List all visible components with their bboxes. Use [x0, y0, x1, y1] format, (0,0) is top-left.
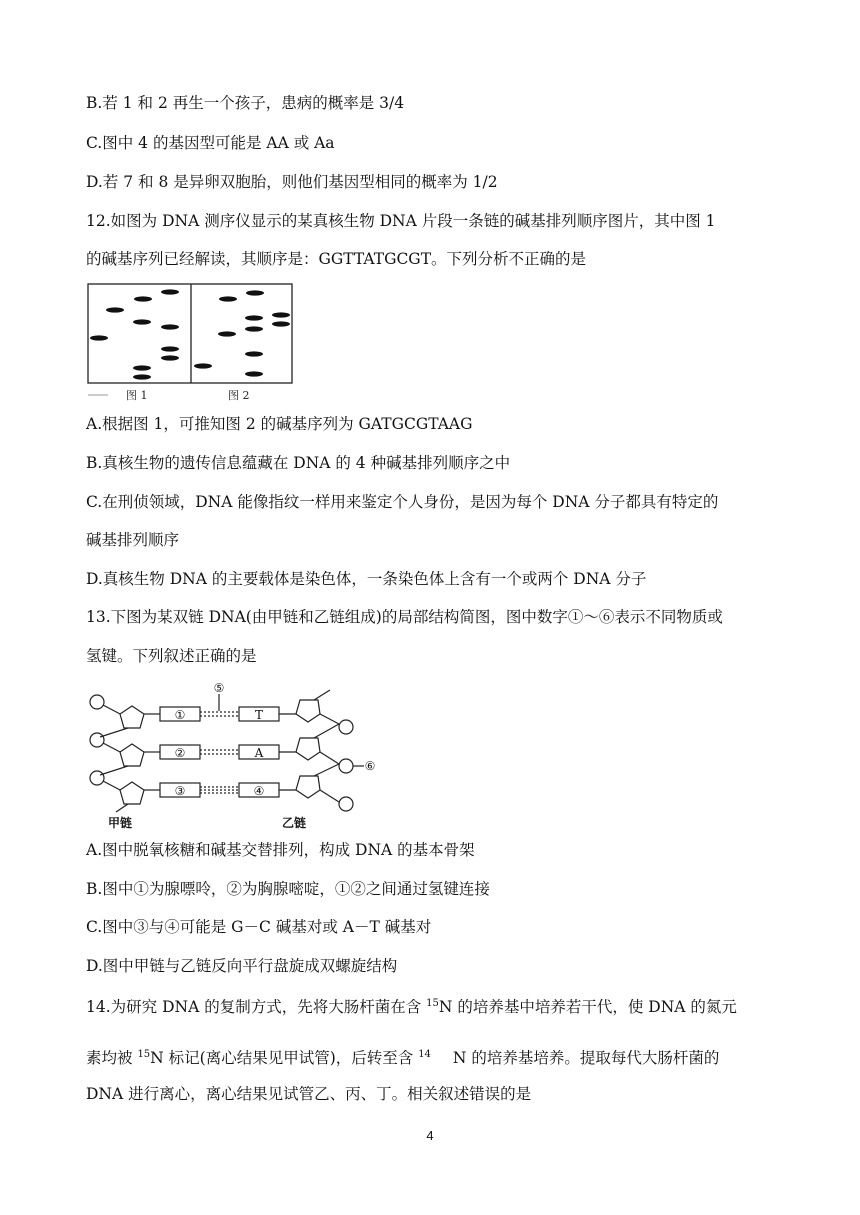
gel-band	[134, 296, 152, 301]
q11-option-b: B.若 1 和 2 再生一个孩子，患病的概率是 3/4	[86, 94, 405, 112]
gel-band	[133, 365, 151, 370]
q13-option-d: D.图中甲链与乙链反向平行盘旋成双螺旋结构	[86, 957, 398, 975]
gel-band	[90, 335, 108, 340]
page-number: 4	[426, 1128, 434, 1143]
q14-stem-line2: 素均被 $^{15}$N 标记(离心结果见甲试管)，后转至含 $^{14}$ N 的培养基培养。提取每代大肠杆菌的	[86, 1049, 720, 1067]
deoxyribose-pentagon	[120, 706, 144, 728]
figure-label-1: ①	[174, 708, 186, 722]
q13-stem-line1: 13.下图为某双链 DNA(由甲链和乙链组成)的局部结构简图，图中数字①～⑥表示不同物质或	[86, 608, 723, 626]
gel-band	[245, 315, 263, 320]
gel-band	[133, 319, 151, 324]
gel-band	[272, 321, 290, 326]
q13-dna-structure-figure	[86, 680, 376, 835]
q13-option-a: A.图中脱氧核糖和碱基交替排列，构成 DNA 的基本骨架	[86, 841, 475, 859]
gel-band	[245, 326, 263, 331]
gel-band	[161, 346, 179, 351]
gel-band	[246, 290, 264, 295]
phosphate-circle	[339, 759, 353, 773]
gel-band	[219, 296, 237, 301]
figure-base-a: A	[254, 746, 264, 760]
q13-option-b: B.图中①为腺嘌呤，②为胸腺嘧啶，①②之间通过氢键连接	[86, 880, 490, 898]
q12-stem-line2: 的碱基序列已经解读，其顺序是：GGTTATGCGT。下列分析不正确的是	[86, 250, 587, 268]
deoxyribose-pentagon	[120, 782, 144, 804]
figure-label-4: ④	[253, 784, 265, 798]
gel-band	[106, 307, 124, 312]
figure-label-5: ⑤	[213, 681, 225, 695]
phosphate-circle	[339, 797, 353, 811]
gel-band	[161, 355, 179, 360]
phosphate-circle	[90, 733, 104, 747]
q11-option-d: D.若 7 和 8 是异卵双胞胎，则他们基因型相同的概率为 1/2	[86, 173, 498, 191]
q13-stem-line2: 氢键。下列叙述正确的是	[86, 647, 257, 665]
q12-option-d: D.真核生物 DNA 的主要载体是染色体，一条染色体上含有一个或两个 DNA 分子	[86, 570, 647, 588]
deoxyribose-pentagon	[296, 738, 320, 760]
q12-option-b: B.真核生物的遗传信息蕴藏在 DNA 的 4 种碱基排列顺序之中	[86, 454, 511, 472]
gel-band	[218, 331, 236, 336]
fig1-label: 图 1	[126, 389, 148, 402]
phosphate-circle	[90, 771, 104, 785]
q12-option-a: A.根据图 1，可推知图 2 的碱基序列为 GATGCGTAAG	[86, 415, 473, 433]
deoxyribose-pentagon	[296, 776, 320, 798]
chain-jia-label: 甲链	[107, 816, 133, 830]
q13-option-c: C.图中③与④可能是 G－C 碱基对或 A－T 碱基对	[86, 918, 432, 936]
gel-band	[245, 351, 263, 356]
phosphate-circle	[339, 720, 353, 734]
q12-option-c-line1: C.在刑侦领域，DNA 能像指纹一样用来鉴定个人身份，是因为每个 DNA 分子都具有特定的	[86, 493, 719, 511]
figure-label-6: ⑥	[364, 759, 376, 773]
phosphate-circle	[90, 695, 104, 709]
figure-label-2: ②	[174, 746, 186, 760]
figure-label-3: ③	[174, 784, 186, 798]
figure-base-t: T	[254, 708, 264, 722]
chain-yi-label: 乙链	[281, 816, 307, 830]
gel-band	[245, 371, 263, 376]
q14-stem-line1: 14.为研究 DNA 的复制方式，先将大肠杆菌在含 $^{15}$N 的培养基中培养若干代，使 DNA 的氮元	[86, 998, 737, 1016]
q12-option-c-line2: 碱基排列顺序	[86, 531, 180, 549]
gel-band	[161, 289, 179, 294]
gel-band	[194, 363, 212, 368]
gel-band	[272, 312, 290, 317]
deoxyribose-pentagon	[120, 744, 144, 766]
fig2-label: 图 2	[228, 389, 250, 402]
gel-band	[161, 324, 179, 329]
q11-option-c: C.图中 4 的基因型可能是 AA 或 Aa	[86, 134, 335, 152]
gel-frame	[88, 284, 292, 383]
q12-sequencing-figure	[86, 282, 301, 402]
gel-band	[133, 374, 151, 379]
q14-stem-line3: DNA 进行离心，离心结果见试管乙、丙、丁。相关叙述错误的是	[86, 1085, 532, 1103]
deoxyribose-pentagon	[296, 700, 320, 722]
q12-stem-line1: 12.如图为 DNA 测序仪显示的某真核生物 DNA 片段一条链的碱基排列顺序图片，其中图 1	[86, 212, 716, 230]
